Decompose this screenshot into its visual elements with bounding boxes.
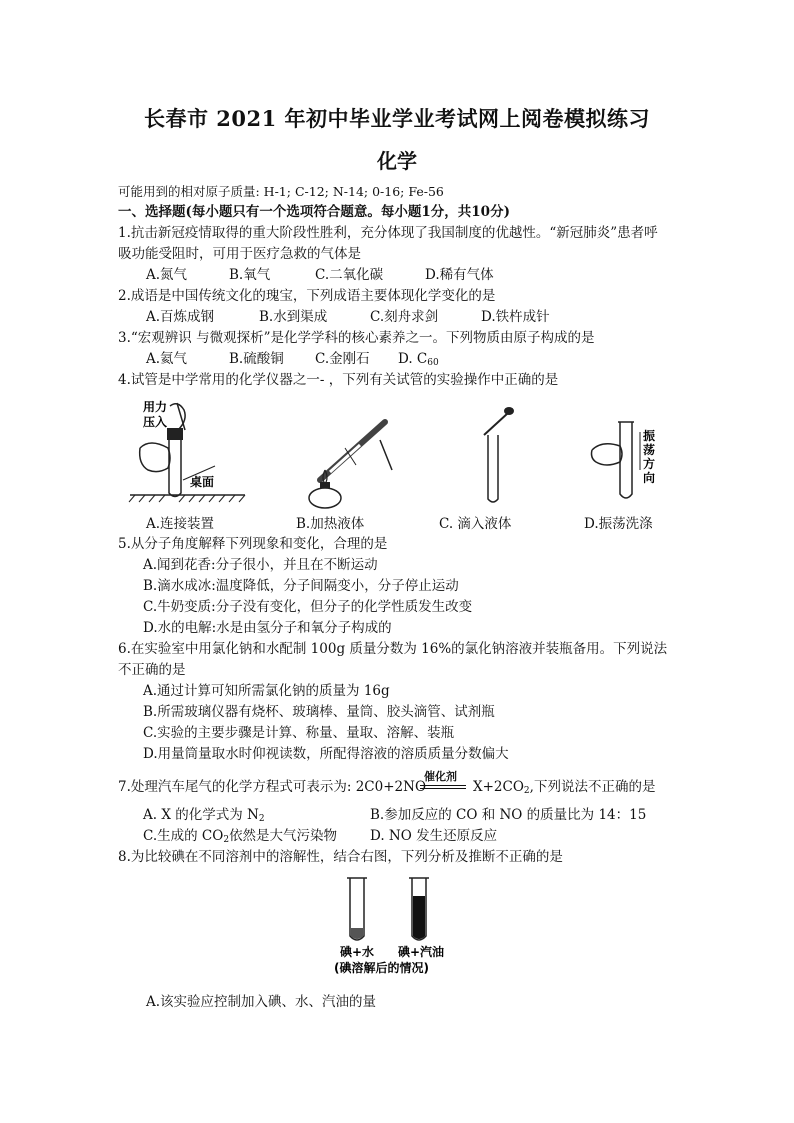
q1-option-c: C.二氧化碳	[315, 267, 384, 283]
test-tube	[488, 435, 498, 502]
q2-stem: 2.成语是中国传统文化的瑰宝，下列成语主要体现化学变化的是	[118, 288, 496, 304]
q7-product: X+2CO	[473, 779, 524, 795]
test-tube	[169, 440, 181, 497]
test-tube	[620, 422, 632, 498]
q7-stem-part3: ,下列说法不正确的是	[529, 779, 656, 795]
hand-top-icon	[170, 404, 185, 430]
table-label: 桌面	[190, 475, 215, 489]
q1-line2: 吸功能受阻时，可用于医疗急救的气体是	[118, 246, 361, 262]
q4-stem: 4.试管是中学常用的化学仪器之一- ，下列有关试管的实验操作中正确的是	[118, 372, 559, 388]
shake-label-2: 荡	[643, 443, 656, 457]
section-heading: 一、选择题(每小题只有一个选项符合题意。每小题1分，共10分)	[118, 204, 510, 220]
q6-option-a: A.通过计算可知所需氯化钠的质量为 16g	[143, 683, 390, 699]
holder-handle	[380, 440, 392, 470]
q1-option-b: B.氧气	[229, 267, 271, 283]
iodine-in-gasoline	[413, 896, 425, 939]
q7-option-c-text1: C.生成的 CO	[143, 828, 224, 844]
press-label-2: 压入	[143, 415, 168, 429]
q7-stem-part1: 7.处理汽车尾气的化学方程式可表示为: 2C0+2NO	[118, 779, 427, 795]
alcohol-lamp-icon	[309, 488, 341, 508]
atomic-masses: 可能用到的相对原子质量: H-1; C-12; N-14; 0-16; Fe-56	[118, 184, 444, 199]
q8-option-a: A.该实验应控制加入碘、水、汽油的量	[146, 994, 377, 1010]
q1-option-d: D.稀有气体	[425, 267, 494, 283]
q7-option-a-text: A. X 的化学式为 N	[143, 807, 259, 823]
dropper-bulb	[504, 407, 514, 415]
hand-icon	[592, 444, 623, 465]
dropper-icon	[484, 413, 508, 435]
q7-option-c-sub: 2	[223, 835, 230, 845]
shake-label-3: 方	[643, 457, 656, 471]
q6-line1: 6.在实验室中用氯化钠和水配制 100g 质量分数为 16%的氯化钠溶液并装瓶备用。下列说法	[118, 641, 668, 657]
subject-title: 化学	[377, 149, 417, 173]
q5-option-d: D.水的电解:水是由氢分子和氧分子构成的	[143, 620, 392, 636]
q6-line2: 不正确的是	[118, 662, 186, 678]
q7-option-b: B.参加反应的 CO 和 NO 的质量比为 14：15	[370, 807, 647, 823]
rubber-stopper	[167, 428, 183, 440]
q7-option-a-sub: 2	[258, 814, 265, 824]
q6-option-d: D.用量筒量取水时仰视读数，所配得溶液的溶质质量分数偏大	[143, 746, 509, 762]
q2-option-c: C.刻舟求剑	[370, 309, 439, 325]
page-title: 长春市 2021 年初中毕业学业考试网上阅卷模拟练习	[143, 106, 651, 131]
q3-option-d	[398, 350, 439, 372]
q4-option-d: D.振荡洗涤	[584, 516, 653, 532]
q2-option-a: A.百炼成钢	[146, 309, 215, 325]
q3-option-d-text: D. C	[398, 351, 428, 367]
q7-option-d: D. NO 发生还原反应	[370, 828, 498, 844]
shake-label-4: 向	[643, 471, 656, 485]
q7-catalyst-label: 催化剂	[424, 770, 457, 783]
test-tube-inner	[330, 445, 360, 472]
q1-line1: 1.抗击新冠疫情取得的重大阶段性胜利，充分体现了我国制度的优越性。“新冠肺炎”患者呼	[118, 225, 658, 241]
lamp-wick	[320, 482, 330, 488]
q4-option-c: C. 滴入液体	[439, 516, 512, 532]
q4-figure-a	[125, 398, 255, 513]
table-hatch	[129, 495, 245, 502]
q4-option-b: B.加热液体	[296, 516, 365, 532]
q5-option-c: C.牛奶变质:分子没有变化，但分子的化学性质发生改变	[143, 599, 473, 615]
q7-option-c	[143, 827, 337, 849]
q4-figure-c	[460, 405, 520, 505]
q2-option-b: B.水到渠成	[259, 309, 328, 325]
q7-option-c-text2: 依然是大气污染物	[229, 828, 338, 844]
q7-equation-arrow	[420, 785, 466, 789]
q4-option-a: A.连接装置	[146, 516, 215, 532]
q6-option-c: C.实验的主要步骤是计算、称量、量取、溶解、装瓶	[143, 725, 455, 741]
q4-figure-d	[588, 410, 668, 505]
q3-stem: 3.“宏观辨识 与微观探析”是化学学科的核心素养之一。下列物质由原子构成的是	[118, 330, 595, 346]
press-label-1: 用力	[143, 400, 168, 414]
q5-option-a: A.闻到花香:分子很小，并且在不断运动	[143, 557, 378, 573]
q7-option-a	[143, 806, 265, 828]
q2-option-d: D.铁杵成针	[481, 309, 550, 325]
q3-option-a: A.氦气	[146, 351, 188, 367]
q8-stem: 8.为比较碘在不同溶剂中的溶解性，结合右图，下列分析及推断不正确的是	[118, 849, 563, 865]
hand-icon	[140, 443, 170, 472]
q7-stem-part2	[473, 778, 655, 800]
fig-caption: (碘溶解后的情况)	[334, 961, 429, 975]
fig-label-water: 碘+水	[340, 945, 375, 959]
q6-option-b: B.所需玻璃仪器有烧杯、玻璃棒、量筒、胶头滴管、试剂瓶	[143, 704, 495, 720]
q8-figure	[320, 868, 470, 988]
fig-label-gasoline: 碘+汽油	[398, 945, 445, 959]
q1-option-a: A.氮气	[146, 267, 188, 283]
q3-option-b: B.硫酸铜	[229, 351, 284, 367]
q5-stem: 5.从分子角度解释下列现象和变化，合理的是	[118, 536, 388, 552]
q3-option-c: C.金刚石	[315, 351, 370, 367]
shake-label-1: 振	[643, 429, 656, 443]
q3-c60-subscript: 60	[427, 358, 439, 368]
q7-product-sub: 2	[523, 786, 530, 796]
q5-option-b: B.滴水成冰:温度降低，分子间隔变小，分子停止运动	[143, 578, 459, 594]
iodine-in-water	[351, 928, 363, 939]
q4-figure-b	[300, 410, 400, 510]
